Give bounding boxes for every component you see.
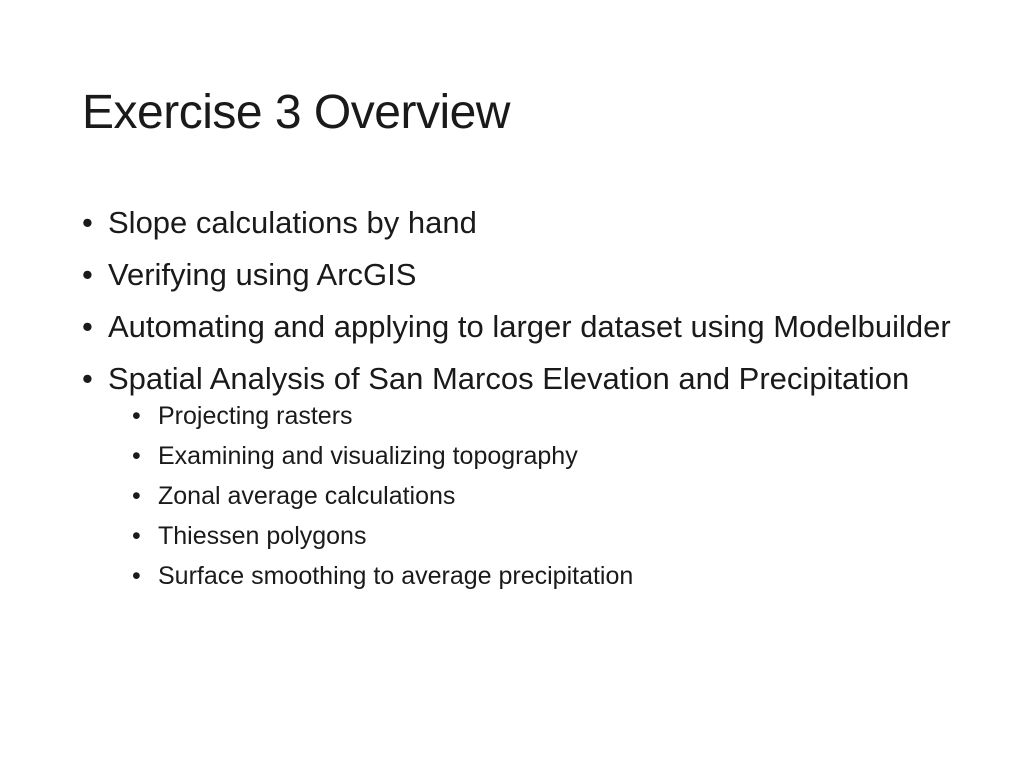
bullet-text: Spatial Analysis of San Marcos Elevation and Precipitation bbox=[108, 361, 910, 396]
sub-bullet-text: Examining and visualizing topography bbox=[158, 442, 578, 470]
sub-bullet-list bbox=[108, 400, 962, 592]
sub-bullet-item-1 bbox=[132, 400, 962, 432]
bullet-item-1 bbox=[82, 203, 962, 242]
sub-bullet-item-2 bbox=[132, 440, 962, 472]
sub-bullet-item-4 bbox=[132, 520, 962, 552]
slide-title: Exercise 3 Overview bbox=[82, 86, 510, 139]
bullet-item-3 bbox=[82, 307, 962, 346]
sub-bullet-text: Zonal average calculations bbox=[158, 482, 456, 510]
sub-bullet-icon: • bbox=[132, 402, 141, 430]
bullet-list bbox=[82, 203, 962, 605]
bullet-icon: • bbox=[82, 205, 93, 240]
sub-bullet-text: Surface smoothing to average precipitation bbox=[158, 562, 634, 590]
bullet-icon: • bbox=[82, 361, 93, 396]
bullet-text: Automating and applying to larger dataset using Modelbuilder bbox=[108, 309, 951, 344]
sub-bullet-item-5 bbox=[132, 560, 962, 592]
bullet-text: Slope calculations by hand bbox=[108, 205, 477, 240]
bullet-icon: • bbox=[82, 257, 93, 292]
sub-bullet-icon: • bbox=[132, 522, 141, 550]
bullet-text: Verifying using ArcGIS bbox=[108, 257, 417, 292]
bullet-icon: • bbox=[82, 309, 93, 344]
sub-bullet-text: Projecting rasters bbox=[158, 402, 353, 430]
sub-bullet-text: Thiessen polygons bbox=[158, 522, 367, 550]
sub-bullet-icon: • bbox=[132, 562, 141, 590]
sub-bullet-icon: • bbox=[132, 482, 141, 510]
sub-bullet-item-3 bbox=[132, 480, 962, 512]
sub-bullet-icon: • bbox=[132, 442, 141, 470]
bullet-item-2 bbox=[82, 255, 962, 294]
bullet-item-4 bbox=[82, 359, 962, 592]
